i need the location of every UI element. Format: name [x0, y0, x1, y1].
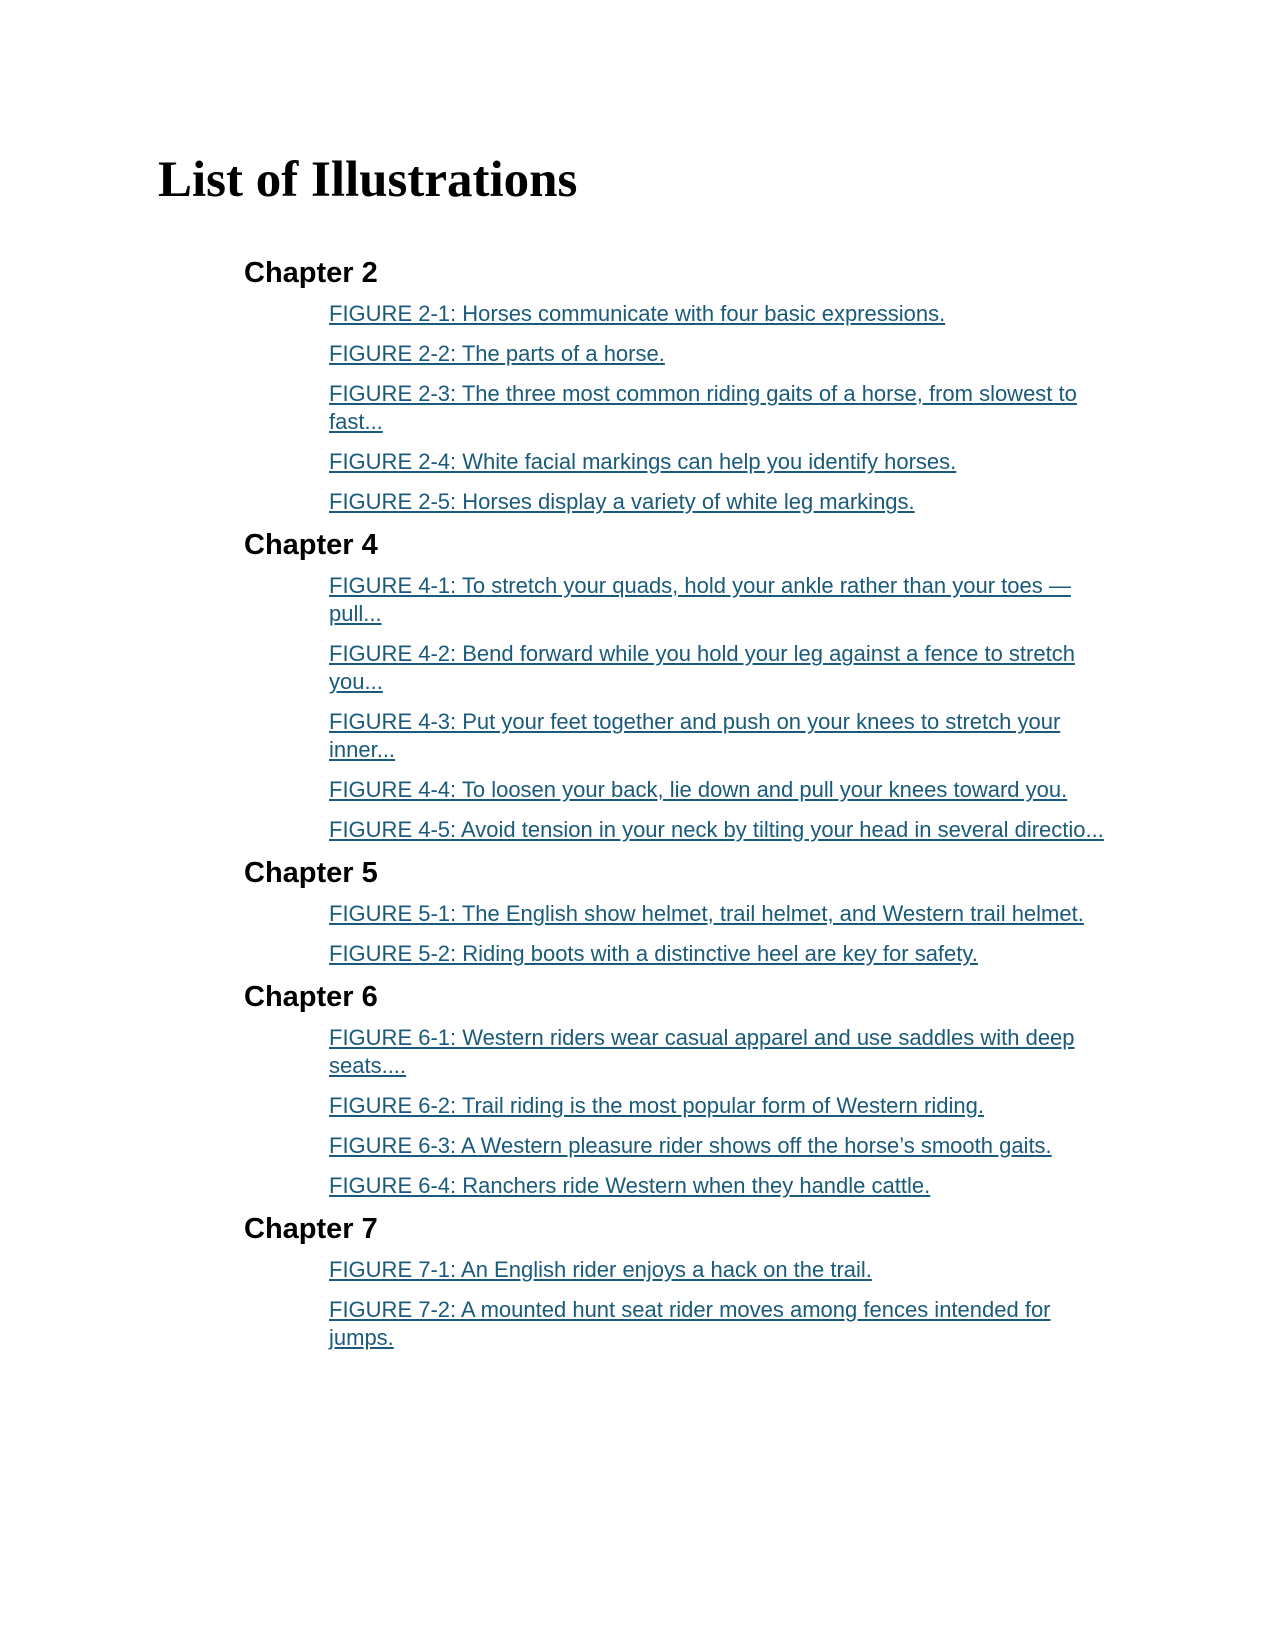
figure-list [244, 900, 1104, 968]
figure-link[interactable]: FIGURE 4-2: Bend forward while you hold your leg against a fence to stretch you... [329, 641, 1075, 694]
figure-list-item [329, 380, 1104, 436]
chapter-section [244, 856, 1104, 968]
figure-link[interactable]: FIGURE 2-4: White facial markings can help you identify horses. [329, 449, 957, 474]
figure-link[interactable]: FIGURE 2-1: Horses communicate with four basic expressions. [329, 301, 946, 326]
figure-link[interactable]: FIGURE 5-1: The English show helmet, trail helmet, and Western trail helmet. [329, 901, 1084, 926]
figure-list-item [329, 1172, 1104, 1200]
figure-list-item [329, 572, 1104, 628]
chapter-heading: Chapter 4 [244, 529, 378, 561]
figure-list-item [329, 340, 1104, 368]
figure-list-item [329, 776, 1104, 804]
figure-link[interactable]: FIGURE 6-2: Trail riding is the most popular form of Western riding. [329, 1093, 984, 1118]
figure-list-item [329, 1092, 1104, 1120]
figure-list [244, 572, 1104, 844]
figure-list-item [329, 900, 1104, 928]
figure-list-item [329, 1132, 1104, 1160]
figure-link[interactable]: FIGURE 4-5: Avoid tension in your neck by tilting your head in several directio... [329, 817, 1104, 842]
illustrations-list [244, 256, 1104, 1364]
chapter-section [244, 980, 1104, 1200]
figure-list-item [329, 708, 1104, 764]
figure-list-item [329, 300, 1104, 328]
chapter-section [244, 528, 1104, 844]
chapter-section [244, 256, 1104, 516]
figure-list-item [329, 1256, 1104, 1284]
chapter-section [244, 1212, 1104, 1352]
figure-list-item [329, 640, 1104, 696]
figure-list-item [329, 1024, 1104, 1080]
figure-link[interactable]: FIGURE 6-3: A Western pleasure rider shows off the horse’s smooth gaits. [329, 1133, 1052, 1158]
figure-link[interactable]: FIGURE 2-2: The parts of a horse. [329, 341, 665, 366]
figure-list-item [329, 940, 1104, 968]
figure-link[interactable]: FIGURE 5-2: Riding boots with a distinctive heel are key for safety. [329, 941, 978, 966]
figure-list-item [329, 488, 1104, 516]
chapter-heading: Chapter 6 [244, 981, 378, 1013]
figure-link[interactable]: FIGURE 6-1: Western riders wear casual apparel and use saddles with deep seats.... [329, 1025, 1075, 1078]
figure-list [244, 1256, 1104, 1352]
page-title: List of Illustrations [158, 152, 578, 208]
figure-list-item [329, 816, 1104, 844]
chapter-heading: Chapter 7 [244, 1213, 378, 1245]
figure-list [244, 300, 1104, 516]
figure-list-item [329, 448, 1104, 476]
figure-link[interactable]: FIGURE 6-4: Ranchers ride Western when they handle cattle. [329, 1173, 931, 1198]
figure-list [244, 1024, 1104, 1200]
chapter-heading: Chapter 5 [244, 857, 378, 889]
figure-list-item [329, 1296, 1104, 1352]
chapter-heading: Chapter 2 [244, 257, 378, 289]
figure-link[interactable]: FIGURE 4-4: To loosen your back, lie down and pull your knees toward you. [329, 777, 1068, 802]
figure-link[interactable]: FIGURE 2-5: Horses display a variety of white leg markings. [329, 489, 915, 514]
figure-link[interactable]: FIGURE 4-3: Put your feet together and push on your knees to stretch your inner... [329, 709, 1061, 762]
figure-link[interactable]: FIGURE 7-2: A mounted hunt seat rider moves among fences intended for jumps. [329, 1297, 1051, 1350]
figure-link[interactable]: FIGURE 7-1: An English rider enjoys a hack on the trail. [329, 1257, 872, 1282]
figure-link[interactable]: FIGURE 2-3: The three most common riding gaits of a horse, from slowest to fast... [329, 381, 1077, 434]
figure-link[interactable]: FIGURE 4-1: To stretch your quads, hold your ankle rather than your toes — pull... [329, 573, 1071, 626]
